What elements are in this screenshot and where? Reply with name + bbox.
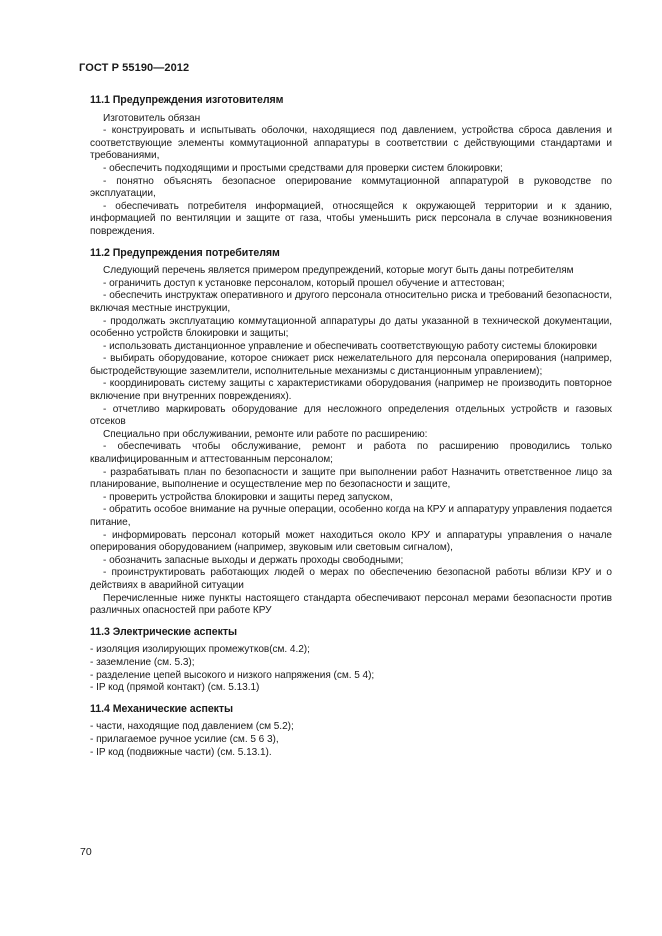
paragraph: - координировать систему защиты с характеристиками оборудования (например не производить повторное включение при внутренних повреждениях). bbox=[90, 378, 612, 403]
paragraph: - продолжать эксплуатацию коммутационной аппаратуры до даты указанной в технической документации, особенно устройств блокировки и защиты; bbox=[90, 315, 612, 340]
paragraph: Специально при обслуживании, ремонте или работе по расширению: bbox=[103, 428, 428, 440]
paragraph: - конструировать и испытывать оболочки, находящиеся под давлением, устройства сброса давления и соответствующие элементы коммутационной аппаратуры в соответствии с действующими стандартами и требованиями, bbox=[90, 125, 612, 162]
paragraph: - обратить особое внимание на ручные операции, особенно когда на КРУ и аппаратуру управления подается питание, bbox=[90, 504, 612, 528]
paragraph: - информировать персонал который может находиться около КРУ и аппаратуры управления о начале оперирования оборудованием (например, звуковым или световым сигналом), bbox=[90, 529, 612, 554]
section-title-11-1: 11.1 Предупреждения изготовителям bbox=[90, 94, 284, 106]
paragraph: - ограничить доступ к установке персоналом, который прошел обучение и аттестован; bbox=[103, 277, 505, 289]
list-item: - изоляция изолирующих промежутков(см. 4.2); bbox=[90, 644, 310, 656]
paragraph: - обеспечить инструктаж оперативного и другого персонала относительно риска и требований безопасности, включая местные инструкции, bbox=[90, 290, 612, 314]
paragraph: - использовать дистанционное управление и обеспечивать соответствующую работу системы блокировки bbox=[103, 340, 597, 352]
list-item: - разделение цепей высокого и низкого напряжения (см. 5 4); bbox=[90, 669, 375, 681]
paragraph: - понятно объяснять безопасное оперирование коммутационной аппаратурой в руководстве по эксплуатации, bbox=[90, 175, 612, 200]
paragraph: - выбирать оборудование, которое снижает риск нежелательного для персонала оперирования (например, быстродействующие заземлители, исполнительные механизмы с дистанционным управлением); bbox=[90, 353, 612, 377]
section-title-11-4: 11.4 Механические аспекты bbox=[90, 702, 234, 715]
section-title-11-2: 11.2 Предупреждения потребителям bbox=[90, 246, 280, 259]
paragraph: - отчетливо маркировать оборудование для несложного определения отдельных устройств и газовых отсеков bbox=[90, 403, 612, 428]
section-title-11-3: 11.3 Электрические аспекты bbox=[90, 625, 237, 638]
list-item: - прилагаемое ручное усилие (см. 5 6 3), bbox=[90, 733, 279, 745]
paragraph: Перечисленные ниже пункты настоящего стандарта обеспечивают персонал мерами безопасности против различных опасностей при работе КРУ bbox=[90, 592, 612, 617]
paragraph: - обеспечить подходящими и простыми средствами для проверки систем блокировки; bbox=[103, 162, 503, 174]
page-number: 70 bbox=[80, 846, 92, 858]
document-body bbox=[90, 94, 612, 759]
paragraph: - обеспечивать чтобы обслуживание, ремонт и работа по расширению проводились только квалифицированным и аттестованным персоналом; bbox=[90, 441, 612, 466]
paragraph: - обозначить запасные выходы и держать проходы свободными; bbox=[103, 554, 404, 566]
paragraph: - проинструктировать работающих людей о мерах по обеспечению безопасной работы вблизи КРУ и о действиях в аварийной ситуации bbox=[90, 567, 612, 591]
paragraph: - проверить устройства блокировки и защиты перед запуском, bbox=[103, 491, 393, 503]
paragraph: Изготовитель обязан bbox=[103, 112, 201, 124]
list-item: - части, находящие под давлением (см 5.2); bbox=[90, 721, 294, 733]
document-header: ГОСТ Р 55190—2012 bbox=[79, 62, 190, 74]
list-item: - IP код (подвижные части) (см. 5.13.1). bbox=[90, 746, 272, 758]
paragraph: - обеспечивать потребителя информацией, относящейся к окружающей территории и к зданию, информацией по вентиляции и защите от газа, чтобы уменьшить риск персонала в случае возникновения повреждения. bbox=[90, 200, 612, 237]
list-item: - IP код (прямой контакт) (см. 5.13.1) bbox=[90, 682, 260, 694]
paragraph: Следующий перечень является примером предупреждений, которые могут быть даны потребителям bbox=[103, 265, 574, 277]
list-item: - заземление (см. 5.3); bbox=[90, 656, 195, 668]
paragraph: - разрабатывать план по безопасности и защите при выполнении работ Назначить ответственное лицо за планирование, выполнение и осуществление мер по безопасности и защите, bbox=[90, 466, 612, 491]
